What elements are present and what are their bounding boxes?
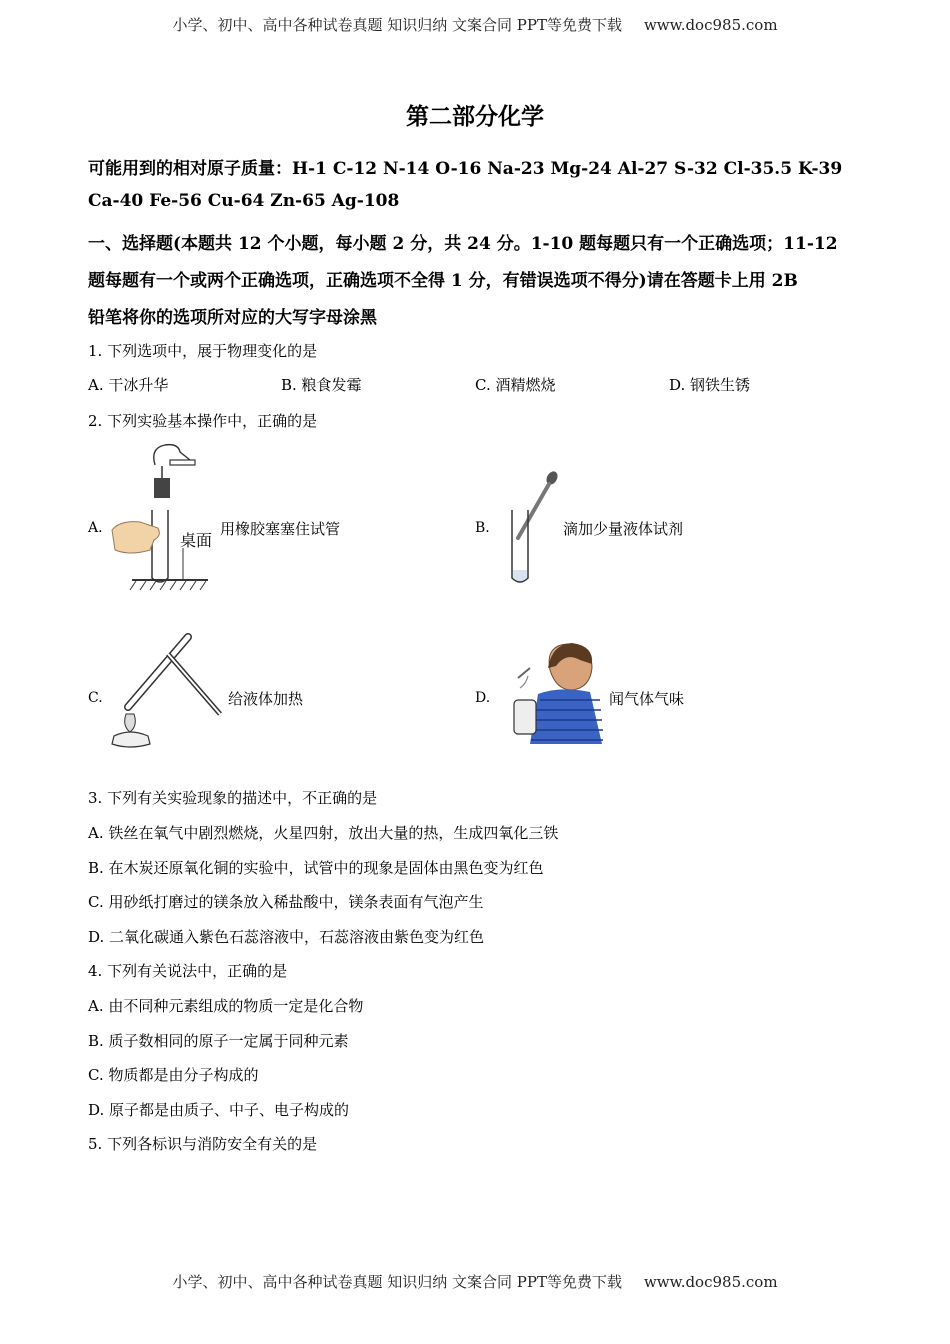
q4-option-a: A. 由不同种元素组成的物质一定是化合物 xyxy=(88,997,364,1015)
header-text: 小学、初中、高中各种试卷真题 知识归纳 文案合同 PPT等免费下载 xyxy=(172,16,622,34)
q2-label-a: A. xyxy=(88,520,103,536)
q2-caption-b: 滴加少量液体试剂 xyxy=(563,520,684,538)
section-instruction-line-3: 铅笔将你的选项所对应的大写字母涂黑 xyxy=(88,308,377,328)
q4-option-c: C. 物质都是由分子构成的 xyxy=(88,1066,259,1084)
table-surface-label: 桌面 xyxy=(180,531,213,550)
q3-stem: 3. 下列有关实验现象的描述中，不正确的是 xyxy=(88,789,378,807)
q3-option-c: C. 用砂纸打磨过的镁条放入稀盐酸中，镁条表面有气泡产生 xyxy=(88,893,484,911)
section-instruction-line-1: 一、选择题(本题共 12 个小题，每小题 2 分，共 24 分。1-10 题每题只有一个正确选项；11-12 xyxy=(88,234,838,254)
smelling-gas-diagram xyxy=(500,640,605,748)
q2-caption-c: 给液体加热 xyxy=(228,690,304,708)
q3-option-b: B. 在木炭还原氧化铜的实验中，试管中的现象是固体由黑色变为红色 xyxy=(88,859,544,877)
q2-stem: 2. 下列实验基本操作中，正确的是 xyxy=(88,412,318,430)
q1-option-d: D. 钢铁生锈 xyxy=(669,376,751,394)
page-footer xyxy=(0,1271,950,1292)
dropper-test-tube-diagram xyxy=(500,468,570,588)
q1-option-a: A. 干冰升华 xyxy=(88,376,169,394)
q1-option-c: C. 酒精燃烧 xyxy=(475,376,556,394)
q2-label-c: C. xyxy=(88,690,103,706)
q2-label-d: D. xyxy=(475,690,491,706)
footer-url[interactable]: www.doc985.com xyxy=(643,1273,778,1291)
q1-stem: 1. 下列选项中，展于物理变化的是 xyxy=(88,342,318,360)
q2-caption-a: 用橡胶塞塞住试管 xyxy=(220,520,341,538)
q4-stem: 4. 下列有关说法中，正确的是 xyxy=(88,962,288,980)
q3-option-a: A. 铁丝在氧气中剧烈燃烧，火星四射，放出大量的热，生成四氧化三铁 xyxy=(88,824,559,842)
section-instruction-line-2: 题每题有一个或两个正确选项，正确选项不全得 1 分，有错误选项不得分)请在答题卡上用 2B xyxy=(88,271,798,291)
q5-stem: 5. 下列各标识与消防安全有关的是 xyxy=(88,1135,318,1153)
footer-text: 小学、初中、高中各种试卷真题 知识归纳 文案合同 PPT等免费下载 xyxy=(172,1273,622,1291)
page-header xyxy=(0,14,950,35)
atomic-mass-line-1: 可能用到的相对原子质量：H-1 C-12 N-14 O-16 Na-23 Mg-24 Al-27 S-32 Cl-35.5 K-39 xyxy=(88,159,843,179)
q2-label-b: B. xyxy=(475,520,490,536)
atomic-mass-line-2: Ca-40 Fe-56 Cu-64 Zn-65 Ag-108 xyxy=(88,191,400,211)
q2-caption-d: 闻气体气味 xyxy=(609,690,685,708)
stopper-test-tube-diagram xyxy=(110,440,220,592)
q3-option-d: D. 二氧化碳通入紫色石蕊溶液中，石蕊溶液由紫色变为红色 xyxy=(88,928,485,946)
heating-liquid-diagram xyxy=(108,632,226,752)
header-url[interactable]: www.doc985.com xyxy=(643,16,778,34)
q4-option-b: B. 质子数相同的原子一定属于同种元素 xyxy=(88,1032,349,1050)
q4-option-d: D. 原子都是由质子、中子、电子构成的 xyxy=(88,1101,350,1119)
q1-option-b: B. 粮食发霉 xyxy=(281,376,362,394)
page-title: 第二部分化学 xyxy=(406,103,544,130)
